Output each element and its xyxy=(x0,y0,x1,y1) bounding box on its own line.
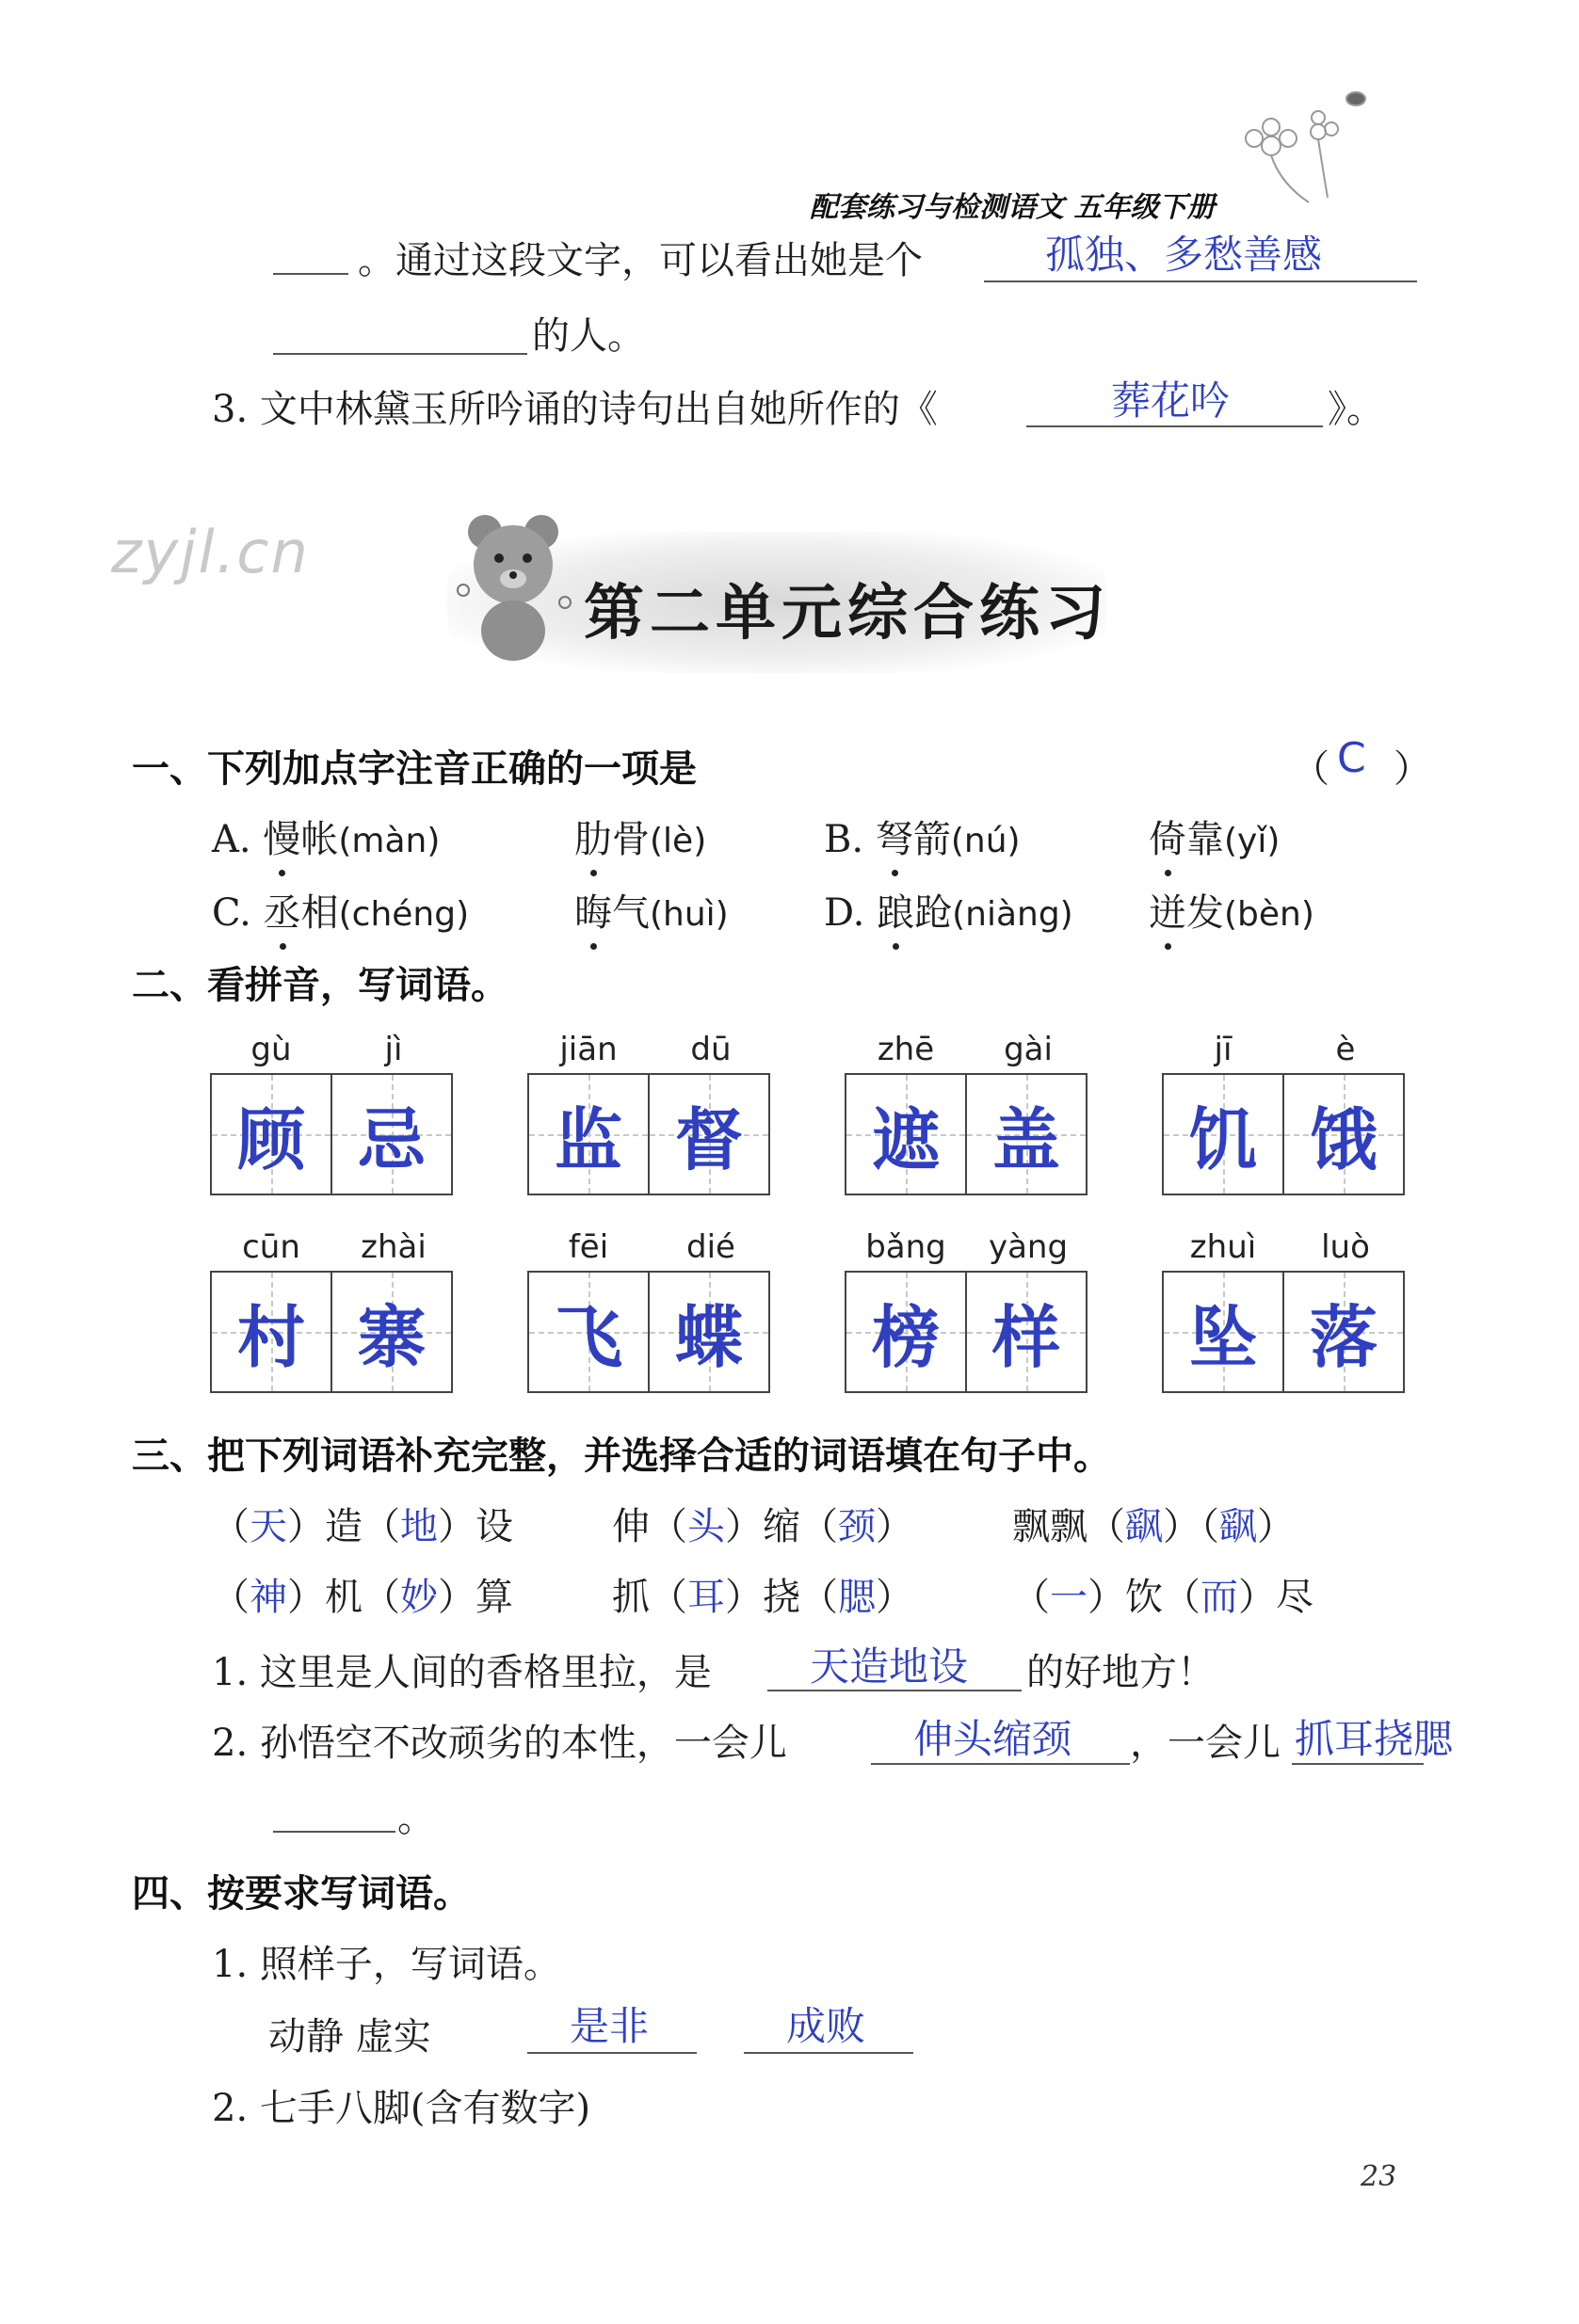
tianzi-cell[interactable] xyxy=(845,1073,967,1195)
fill-answer: 耳 xyxy=(687,1576,725,1619)
s4-q2-text: 2. 七手八脚(含有数字) xyxy=(212,2087,591,2130)
answer-bracket-open: （ xyxy=(1292,747,1329,791)
tianzi-cell[interactable] xyxy=(210,1271,332,1393)
tianzi-cell[interactable] xyxy=(330,1073,453,1195)
written-char: 榜 xyxy=(871,1297,940,1377)
written-char: 蝶 xyxy=(674,1297,743,1377)
s3-q2-text: 2. 孙悟空不改顽劣的本性，一会儿 xyxy=(212,1722,787,1765)
dotted-char: 弩 xyxy=(876,809,913,863)
idiom-char: 缩 xyxy=(763,1505,800,1548)
tianzi-cell[interactable] xyxy=(1282,1271,1405,1393)
pinyin-label: gù xyxy=(250,1031,292,1068)
idiom-char: 饮 xyxy=(1125,1576,1163,1619)
bear-icon xyxy=(443,504,584,664)
blank-underline xyxy=(984,280,1417,282)
idiom-row-1b: 伸（头）缩（颈） xyxy=(612,1505,913,1548)
blank-underline xyxy=(527,2052,697,2054)
dotted-char: 踉 xyxy=(877,883,914,937)
written-char: 饿 xyxy=(1309,1099,1378,1179)
idiom-char: 造 xyxy=(325,1505,363,1548)
tianzi-cell[interactable] xyxy=(965,1271,1088,1393)
written-char: 盖 xyxy=(991,1099,1060,1179)
word-char: 帐 xyxy=(300,818,339,861)
intro-line1-text: 。通过这段文字，可以看出她是个 xyxy=(358,239,923,282)
s3-q1-answer: 天造地设 xyxy=(810,1643,969,1690)
dotted-char: 晦 xyxy=(574,883,612,937)
written-char: 落 xyxy=(1309,1297,1378,1377)
pinyin-label: jì xyxy=(384,1031,403,1068)
dotted-char: 倚 xyxy=(1149,809,1186,863)
dotted-char: 丞 xyxy=(264,883,301,937)
option-item xyxy=(574,809,706,863)
section1-title: 一、下列加点字注音正确的一项是 xyxy=(132,747,697,791)
idiom-row-2c: （一）饮（而）尽 xyxy=(1012,1576,1313,1619)
pinyin-label: fēi xyxy=(568,1228,609,1266)
fill-answer: 一 xyxy=(1050,1576,1088,1619)
idiom-row-2: （神）机（妙）算 xyxy=(212,1576,513,1619)
fill-answer: 飖 xyxy=(1219,1505,1257,1548)
word-char: 相 xyxy=(300,891,339,935)
q3-answer: 葬花吟 xyxy=(1111,377,1231,424)
tianzi-cell[interactable] xyxy=(1282,1073,1405,1195)
option-item xyxy=(212,809,440,863)
option-pinyin: (huì) xyxy=(650,895,729,934)
word-char: 骨 xyxy=(612,818,650,861)
pinyin-label: cūn xyxy=(242,1228,300,1266)
option-letter: B. xyxy=(824,818,876,861)
s3-q1-text: 1. 这里是人间的香格里拉，是 xyxy=(212,1651,712,1694)
tianzi-cell[interactable] xyxy=(1162,1271,1284,1393)
word-char: 箭 xyxy=(912,818,951,861)
option-pinyin: (chéng) xyxy=(338,895,470,934)
word-char: 发 xyxy=(1186,891,1224,935)
idiom-char: 机 xyxy=(325,1576,363,1619)
blank-underline xyxy=(273,1831,395,1833)
pinyin-label: luò xyxy=(1321,1228,1370,1266)
written-char: 监 xyxy=(554,1099,622,1179)
blank-underline xyxy=(273,353,527,355)
pinyin-label: dū xyxy=(690,1031,732,1068)
intro-line2-text: 的人。 xyxy=(532,314,645,358)
option-item xyxy=(212,883,469,937)
word-char: 气 xyxy=(612,891,650,935)
flower-decoration-icon xyxy=(1215,80,1375,212)
idiom-char: 挠 xyxy=(763,1576,800,1619)
option-letter: A. xyxy=(212,818,264,861)
written-char: 寨 xyxy=(357,1297,426,1377)
tianzi-cell[interactable] xyxy=(210,1073,332,1195)
pinyin-label: gài xyxy=(1004,1031,1053,1068)
written-char: 遮 xyxy=(871,1099,940,1179)
option-pinyin: (nú) xyxy=(950,822,1021,860)
s4-q1-answer1: 是非 xyxy=(570,2003,650,2049)
fill-answer: 神 xyxy=(250,1576,287,1619)
pinyin-label: zhē xyxy=(877,1031,935,1068)
dotted-char: 迸 xyxy=(1149,883,1186,937)
s3-q1-after: 的好地方！ xyxy=(1026,1651,1215,1694)
tianzi-cell[interactable] xyxy=(330,1271,453,1393)
tianzi-cell[interactable] xyxy=(527,1073,650,1195)
section4-title: 四、按要求写词语。 xyxy=(132,1872,471,1915)
option-letter: D. xyxy=(824,891,878,935)
idiom-char: 算 xyxy=(475,1576,513,1619)
option-pinyin: (màn) xyxy=(338,822,441,860)
fill-answer: 而 xyxy=(1200,1576,1238,1619)
option-item xyxy=(1149,883,1314,937)
idiom-char: 设 xyxy=(475,1505,513,1548)
q3-close: 》。 xyxy=(1328,388,1384,431)
fill-answer: 妙 xyxy=(400,1576,438,1619)
option-pinyin: (yǐ) xyxy=(1224,822,1281,860)
tianzi-cell[interactable] xyxy=(845,1271,967,1393)
book-title-header: 配套练习与检测语文 五年级下册 xyxy=(810,191,1216,224)
fill-answer: 颈 xyxy=(838,1505,876,1548)
section2-title: 二、看拼音，写词语。 xyxy=(132,964,508,1007)
blank-underline xyxy=(744,2052,913,2054)
page-number: 23 xyxy=(1361,2160,1397,2193)
option-pinyin: (bèn) xyxy=(1224,895,1314,934)
intro-line1-answer: 孤独、多愁善感 xyxy=(1045,232,1323,278)
word-char: 跄 xyxy=(914,891,953,935)
tianzi-cell[interactable] xyxy=(965,1073,1088,1195)
s4-q1-answer2: 成败 xyxy=(786,2003,866,2049)
option-letter: C. xyxy=(212,891,264,935)
option-item xyxy=(824,883,1073,937)
pinyin-label: jī xyxy=(1214,1031,1233,1068)
written-char: 坠 xyxy=(1188,1297,1257,1377)
s4-q1-examples: 动静 虚实 xyxy=(268,2015,431,2059)
idiom-row-1: （天）造（地）设 xyxy=(212,1505,513,1548)
pinyin-label: è xyxy=(1335,1031,1356,1068)
written-char: 顾 xyxy=(236,1099,305,1179)
s3-q2-mid: ，一会儿 xyxy=(1130,1722,1281,1765)
written-char: 忌 xyxy=(357,1099,426,1179)
dotted-char: 慢 xyxy=(263,809,300,863)
tianzi-cell[interactable] xyxy=(648,1271,770,1393)
option-pinyin: (niàng) xyxy=(952,895,1073,934)
q3-text: 3. 文中林黛玉所吟诵的诗句出自她所作的《 xyxy=(212,388,938,431)
tianzi-cell[interactable] xyxy=(1162,1073,1284,1195)
unit-title: 第二单元综合练习 xyxy=(584,578,1111,649)
idiom-char: 飘飘 xyxy=(1012,1505,1088,1548)
section3-title: 三、把下列词语补充完整，并选择合适的词语填在句子中。 xyxy=(132,1434,1111,1478)
pinyin-label: dié xyxy=(686,1228,735,1266)
fill-answer: 天 xyxy=(250,1505,287,1548)
idiom-row-2b: 抓（耳）挠（腮） xyxy=(612,1576,913,1619)
written-char: 村 xyxy=(236,1297,305,1377)
fill-answer: 飖 xyxy=(1125,1505,1163,1548)
fill-answer: 头 xyxy=(687,1505,725,1548)
pinyin-label: zhài xyxy=(361,1228,427,1266)
idiom-char: 伸 xyxy=(612,1505,650,1548)
written-char: 督 xyxy=(674,1099,743,1179)
pinyin-label: zhuì xyxy=(1189,1228,1257,1266)
option-item xyxy=(574,883,729,937)
written-char: 饥 xyxy=(1188,1099,1257,1179)
s3-q2-answer1: 伸头缩颈 xyxy=(913,1716,1072,1762)
watermark-text: zyjl.cn xyxy=(111,518,310,586)
fill-answer: 腮 xyxy=(838,1576,876,1619)
section1-answer: C xyxy=(1337,734,1366,782)
s3-q2-end: 。 xyxy=(397,1797,435,1840)
idiom-row-1c: 飘飘（飖）（飖） xyxy=(1012,1505,1295,1548)
s4-q1-text: 1. 照样子，写词语。 xyxy=(212,1943,561,1986)
blank-underline xyxy=(273,273,348,275)
written-char: 飞 xyxy=(554,1297,622,1377)
option-pinyin: (lè) xyxy=(650,822,707,860)
tianzi-cell[interactable] xyxy=(648,1073,770,1195)
answer-bracket-close: ） xyxy=(1394,747,1431,791)
pinyin-label: bǎng xyxy=(865,1228,946,1266)
written-char: 样 xyxy=(991,1297,1060,1377)
fill-answer: 地 xyxy=(400,1505,438,1548)
option-item xyxy=(1149,809,1280,863)
dotted-char: 肋 xyxy=(574,809,612,863)
pinyin-label: jiān xyxy=(559,1031,618,1068)
s3-q2-answer2: 抓耳挠腮 xyxy=(1295,1716,1454,1762)
pinyin-label: yàng xyxy=(988,1228,1069,1266)
idiom-char: 抓 xyxy=(612,1576,650,1619)
idiom-char: 尽 xyxy=(1276,1576,1313,1619)
tianzi-cell[interactable] xyxy=(527,1271,650,1393)
word-char: 靠 xyxy=(1186,818,1224,861)
option-item xyxy=(824,809,1021,863)
